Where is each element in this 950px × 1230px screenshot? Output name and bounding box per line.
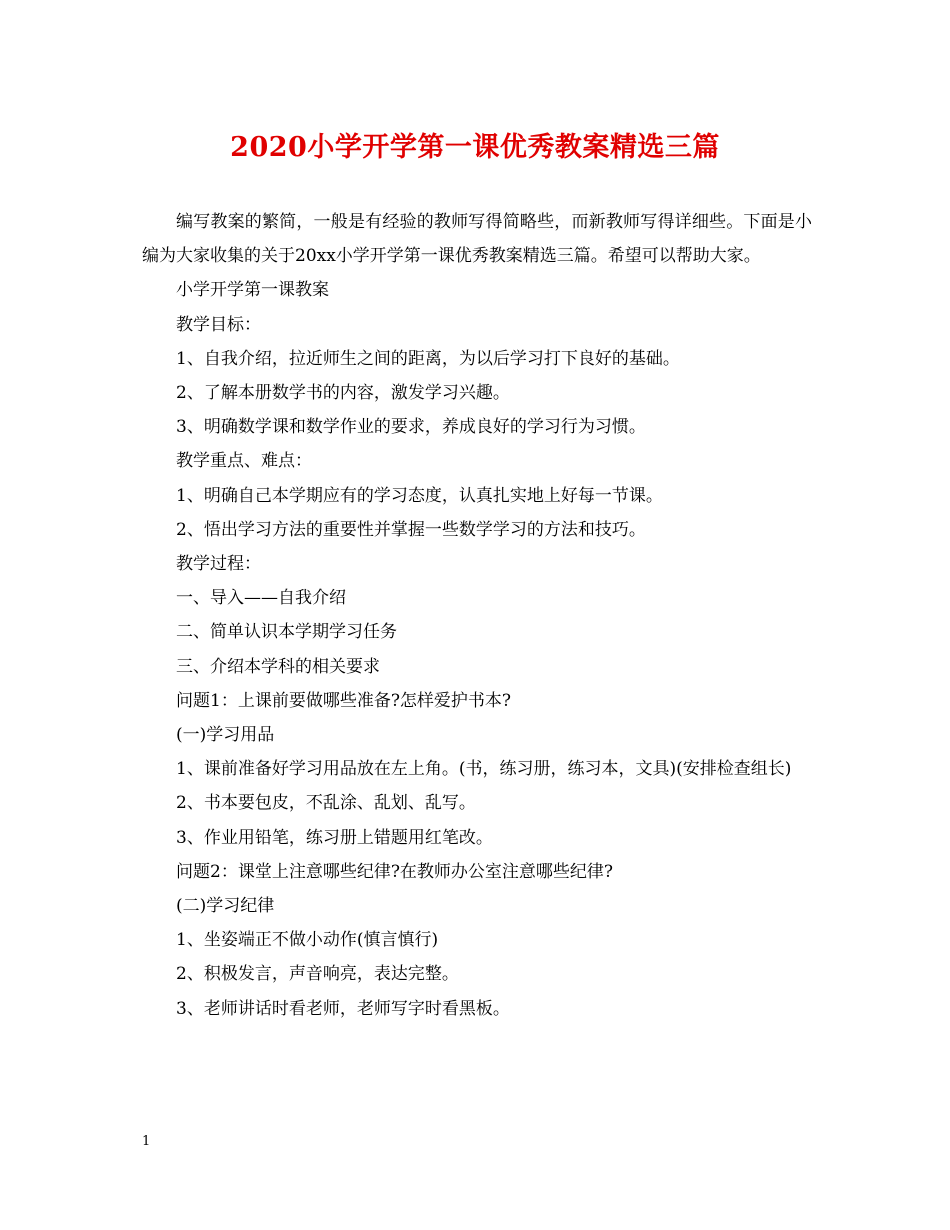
process-step-3: 三、介绍本学科的相关要求 (176, 656, 380, 677)
supplies-item-1: 1、课前准备好学习用品放在左上角。(书，练习册，练习本，文具)(安排检查组长) (176, 759, 792, 780)
key-point-item-1: 1、明确自己本学期应有的学习态度，认真扎实地上好每一节课。 (176, 485, 663, 506)
subheading-supplies: (一)学习用品 (176, 725, 275, 746)
supplies-item-2: 2、书本要包皮，不乱涂、乱划、乱写。 (176, 793, 476, 814)
discipline-item-1: 1、坐姿端正不做小动作(慎言慎行) (176, 930, 439, 951)
key-point-item-2: 2、悟出学习方法的重要性并掌握一些数学学习的方法和技巧。 (176, 519, 646, 540)
process-step-1: 一、导入——自我介绍 (176, 588, 346, 609)
question-1: 问题1：上课前要做哪些准备?怎样爱护书本? (176, 690, 512, 711)
heading-key-points: 教学重点、难点： (176, 451, 312, 472)
section-heading-lesson-plan: 小学开学第一课教案 (176, 280, 329, 301)
discipline-item-2: 2、积极发言，声音响亮，表达完整。 (176, 964, 459, 985)
heading-teaching-goals: 教学目标： (176, 314, 261, 335)
goal-item-3: 3、明确数学课和数学作业的要求，养成良好的学习行为习惯。 (176, 417, 646, 438)
question-2: 问题2：课堂上注意哪些纪律?在教师办公室注意哪些纪律? (176, 861, 614, 882)
page-number: 1 (142, 1134, 151, 1149)
intro-paragraph: 编写教案的繁简，一般是有经验的教师写得简略些，而新教师写得详细些。下面是小编为大家收集的关于20xx小学开学第一课优秀教案精选三篇。希望可以帮助大家。 (142, 212, 812, 267)
supplies-item-3: 3、作业用铅笔，练习册上错题用红笔改。 (176, 827, 493, 848)
document-body (142, 205, 812, 1026)
heading-teaching-process: 教学过程： (176, 554, 261, 575)
subheading-discipline: (二)学习纪律 (176, 896, 275, 917)
document-title: 2020小学开学第一课优秀教案精选三篇 (230, 132, 720, 163)
discipline-item-3: 3、老师讲话时看老师，老师写字时看黑板。 (176, 998, 510, 1019)
goal-item-2: 2、了解本册数学书的内容，激发学习兴趣。 (176, 383, 510, 404)
process-step-2: 二、简单认识本学期学习任务 (176, 622, 397, 643)
goal-item-1: 1、自我介绍，拉近师生之间的距离，为以后学习打下良好的基础。 (176, 348, 680, 369)
